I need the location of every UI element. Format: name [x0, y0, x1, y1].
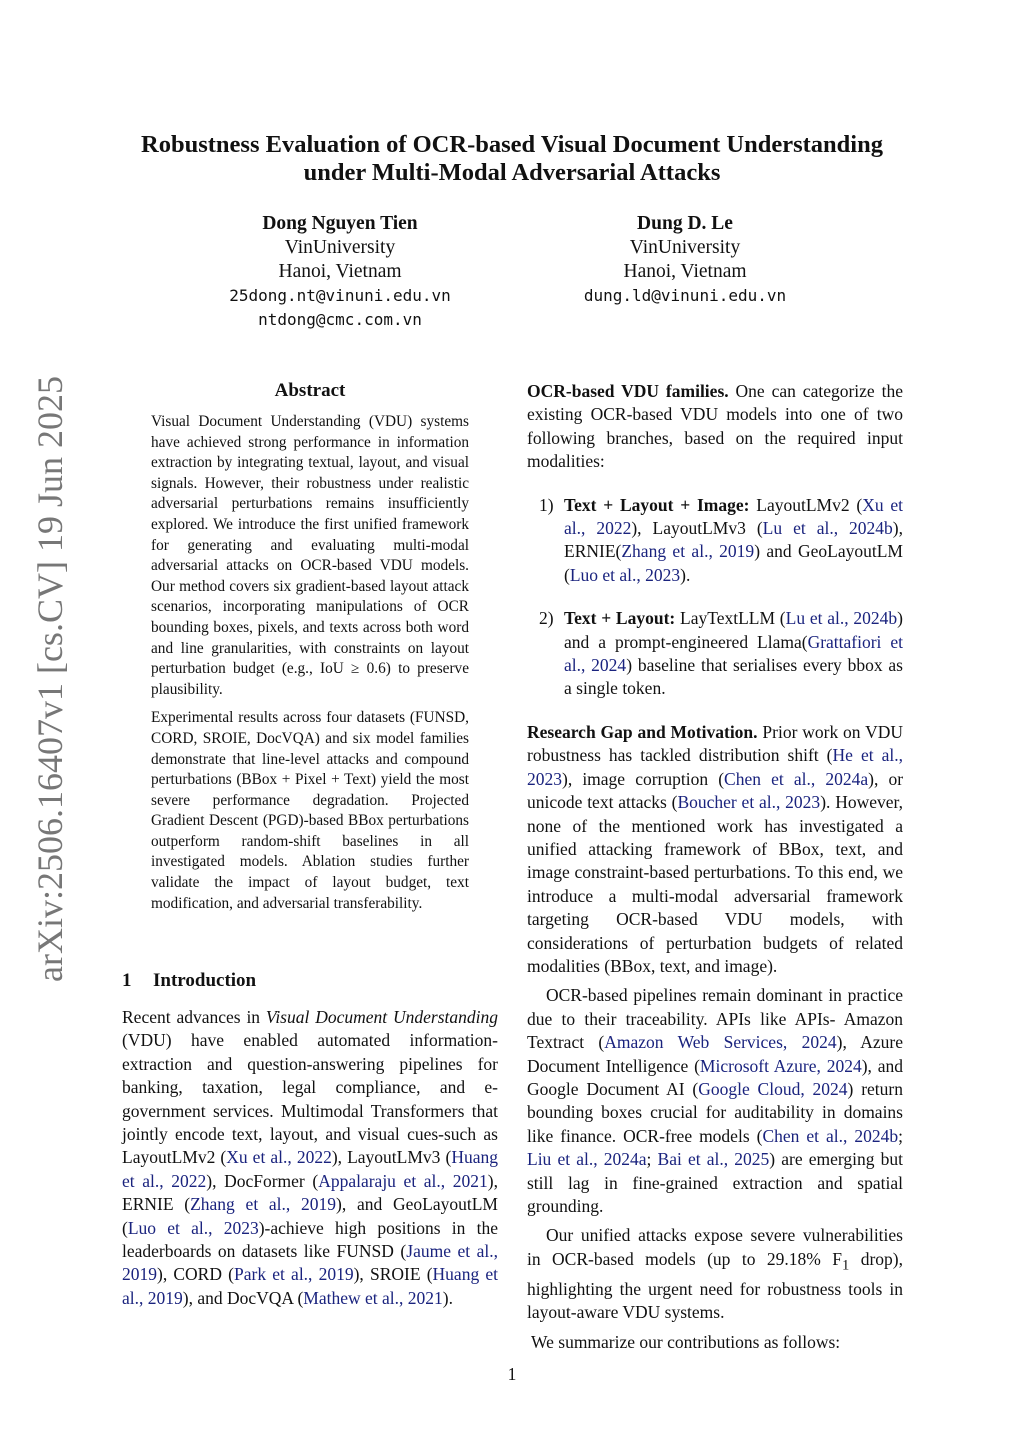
citation-link[interactable]: Mathew et al., 2021	[303, 1287, 443, 1308]
citation-link[interactable]: Amazon Web Services, 2024	[604, 1032, 837, 1053]
families-list	[527, 494, 903, 701]
abstract-section	[151, 380, 469, 922]
citation-link[interactable]: Lu et al., 2024b	[762, 518, 893, 539]
title-line-2: under Multi-Modal Adversarial Attacks	[303, 159, 721, 186]
citation-link[interactable]: Lu et al., 2024b	[785, 608, 898, 629]
citation-link[interactable]: Boucher et al., 2023	[677, 792, 821, 813]
citation-link[interactable]: Luo et al., 2023	[127, 1217, 259, 1238]
citation-link[interactable]: Huang et al., 2019	[122, 1264, 499, 1308]
list-number: 2)	[539, 608, 554, 629]
author-affiliation: VinUniversity	[284, 237, 396, 258]
pipelines-paragraph: OCR-based pipelines remain dominant in practice due to their traceability. APIs like APIs- Amazon Textract (Amazon Web Services, 2024), Azure Document Intelligence (Microsoft Azure, 2024), and Google Document AI (Google Cloud, 2024) return bounding boxes crucial for auditability in domains like finance. OCR-free models (Chen et al., 2024b; Liu et al., 2024a; Bai et al., 2025) are emerging but still lag in fine-grained extraction and spatial grounding.	[527, 985, 903, 1216]
gap-paragraph: Research Gap and Motivation. Prior work on VDU robustness has tackled distribution shift (He et al., 2023), image corruption (Chen et al., 2024a), or unicode text attacks (Boucher et al., 2023). However, none of the mentioned work has investigated a unified attacking framework of BBox, text, and image constraint-based perturbations. To this end, we introduce a multi-modal adversarial framework targeting OCR-based VDU models, with considerations of perturbation budgets of related modalities (BBox, text, and image).	[527, 721, 904, 976]
abstract-heading: Abstract	[274, 380, 346, 401]
list-item: 1) Text + Layout + Image: LayoutLMv2 (Xu et al., 2022), LayoutLMv3 (Lu et al., 2024b), ERNIE(Zhang et al., 2019) and GeoLayoutLM (Luo et al., 2023).	[539, 494, 903, 585]
abstract-paragraph: Experimental results across four datasets (FUNSD, CORD, SROIE, DocVQA) and six model families demonstrate that line-level attacks and compound perturbations (BBox + Pixel + Text) yield the most severe performance degradation. Projected Gradient Descent (PGD)-based BBox perturbations outperform random-shift baselines in all investigated models. Ablation studies further validate the impact of layout budget, text modification, and adversarial transferability.	[151, 709, 469, 912]
citation-link[interactable]: He et al., 2023	[527, 745, 903, 789]
citation-link[interactable]: Appalaraju et al., 2021	[318, 1170, 488, 1191]
list-item: 2) Text + Layout: LayTextLLM (Lu et al., 2024b) and a prompt-engineered Llama(Grattafiori et al., 2024) baseline that serialises every bbox as a single token.	[539, 608, 903, 699]
author-email[interactable]: 25dong.nt@vinuni.edu.vn	[229, 286, 451, 305]
section-heading	[122, 970, 498, 992]
page-number: 1	[507, 1364, 517, 1384]
author-block-1	[190, 212, 490, 332]
citation-link[interactable]: Microsoft Azure, 2024	[699, 1055, 862, 1076]
citation-link[interactable]: Luo et al., 2023	[569, 564, 681, 585]
citation-link[interactable]: Jaume et al., 2019	[122, 1241, 498, 1285]
introduction-section	[122, 970, 498, 1310]
author-email[interactable]: ntdong@cmc.com.vn	[258, 310, 422, 329]
paper-title	[100, 131, 924, 187]
author-name: Dung D. Le	[637, 213, 733, 234]
title-line-1: Robustness Evaluation of OCR-based Visual Document Understanding	[141, 131, 883, 158]
section-title: Introduction	[153, 970, 257, 991]
intro-paragraph: Recent advances in Visual Document Understanding (VDU) have enabled automated information-extraction and question-answering pipelines for banking, taxation, legal compliance, and e-government services. Multimodal Transformers that jointly encode text, layout, and visual cues-such as LayoutLMv2 (Xu et al., 2022), LayoutLMv3 (Huang et al., 2022), DocFormer (Appalaraju et al., 2021), ERNIE (Zhang et al., 2019), and GeoLayoutLM (Luo et al., 2023)-achieve high positions in the leaderboards on datasets like FUNSD (Jaume et al., 2019), CORD (Park et al., 2019), SROIE (Huang et al., 2019), and DocVQA (Mathew et al., 2021).	[122, 1007, 499, 1308]
paragraph-lead: Research Gap and Motivation.	[527, 721, 758, 742]
citation-link[interactable]: Park et al., 2019	[234, 1264, 354, 1285]
author-name: Dong Nguyen Tien	[262, 213, 418, 234]
citation-link[interactable]: Grattafiori et al., 2024	[564, 631, 903, 676]
citation-link[interactable]: Bai et al., 2025	[657, 1149, 770, 1170]
author-location: Hanoi, Vietnam	[623, 261, 747, 282]
paragraph-lead: OCR-based VDU families.	[527, 381, 729, 401]
citation-link[interactable]: Chen et al., 2024b	[762, 1125, 899, 1146]
author-email[interactable]: dung.ld@vinuni.edu.vn	[583, 286, 787, 305]
citation-link[interactable]: Liu et al., 2024a	[527, 1149, 647, 1170]
author-location: Hanoi, Vietnam	[278, 261, 402, 282]
citation-link[interactable]: Xu et al., 2022	[226, 1147, 332, 1168]
arxiv-side-label: arXiv:2506.16407v1 [cs.CV] 19 Jun 2025	[30, 376, 70, 982]
citation-link[interactable]: Huang et al., 2022	[122, 1147, 498, 1191]
section-number: 1	[122, 970, 132, 991]
author-affiliation: VinUniversity	[629, 237, 741, 258]
unified-paragraph: Our unified attacks expose severe vulnerabilities in OCR-based models (up to 29.18% $F_1$ drop), highlighting the urgent need for robustness tools in layout-aware VDU systems.	[527, 1225, 904, 1323]
citation-link[interactable]: Xu et al., 2022	[564, 494, 903, 539]
abstract-paragraph: Visual Document Understanding (VDU) systems have achieved strong performance in information extraction by integrating textual, layout, and visual signals. However, their robustness under realistic adversarial perturbations remains insufficiently explored. We introduce the first unified framework for generating and evaluating multi-modal adversarial attacks on OCR-based VDU models. Our method covers six gradient-based layout attack scenarios, incorporating manipulations of OCR bounding boxes, pixels, and texts across both word and line granularities, with constraints on layout perturbation budget (e.g., IoU ≥ 0.6) to preserve plausibility.	[151, 413, 469, 698]
citation-link[interactable]: Chen et al., 2024a	[724, 768, 869, 789]
right-column	[527, 380, 903, 1354]
citation-link[interactable]: Zhang et al., 2019	[621, 541, 755, 562]
summary-line: We summarize our contributions as follows:	[531, 1331, 841, 1352]
citation-link[interactable]: Google Cloud, 2024	[698, 1078, 848, 1099]
author-block-2	[535, 212, 835, 308]
families-paragraph: OCR-based VDU families. One can categorize the existing OCR-based VDU models into one of two following branches, based on the required input modalities:	[527, 381, 903, 472]
citation-link[interactable]: Zhang et al., 2019	[190, 1194, 337, 1215]
list-number: 1)	[539, 494, 554, 515]
